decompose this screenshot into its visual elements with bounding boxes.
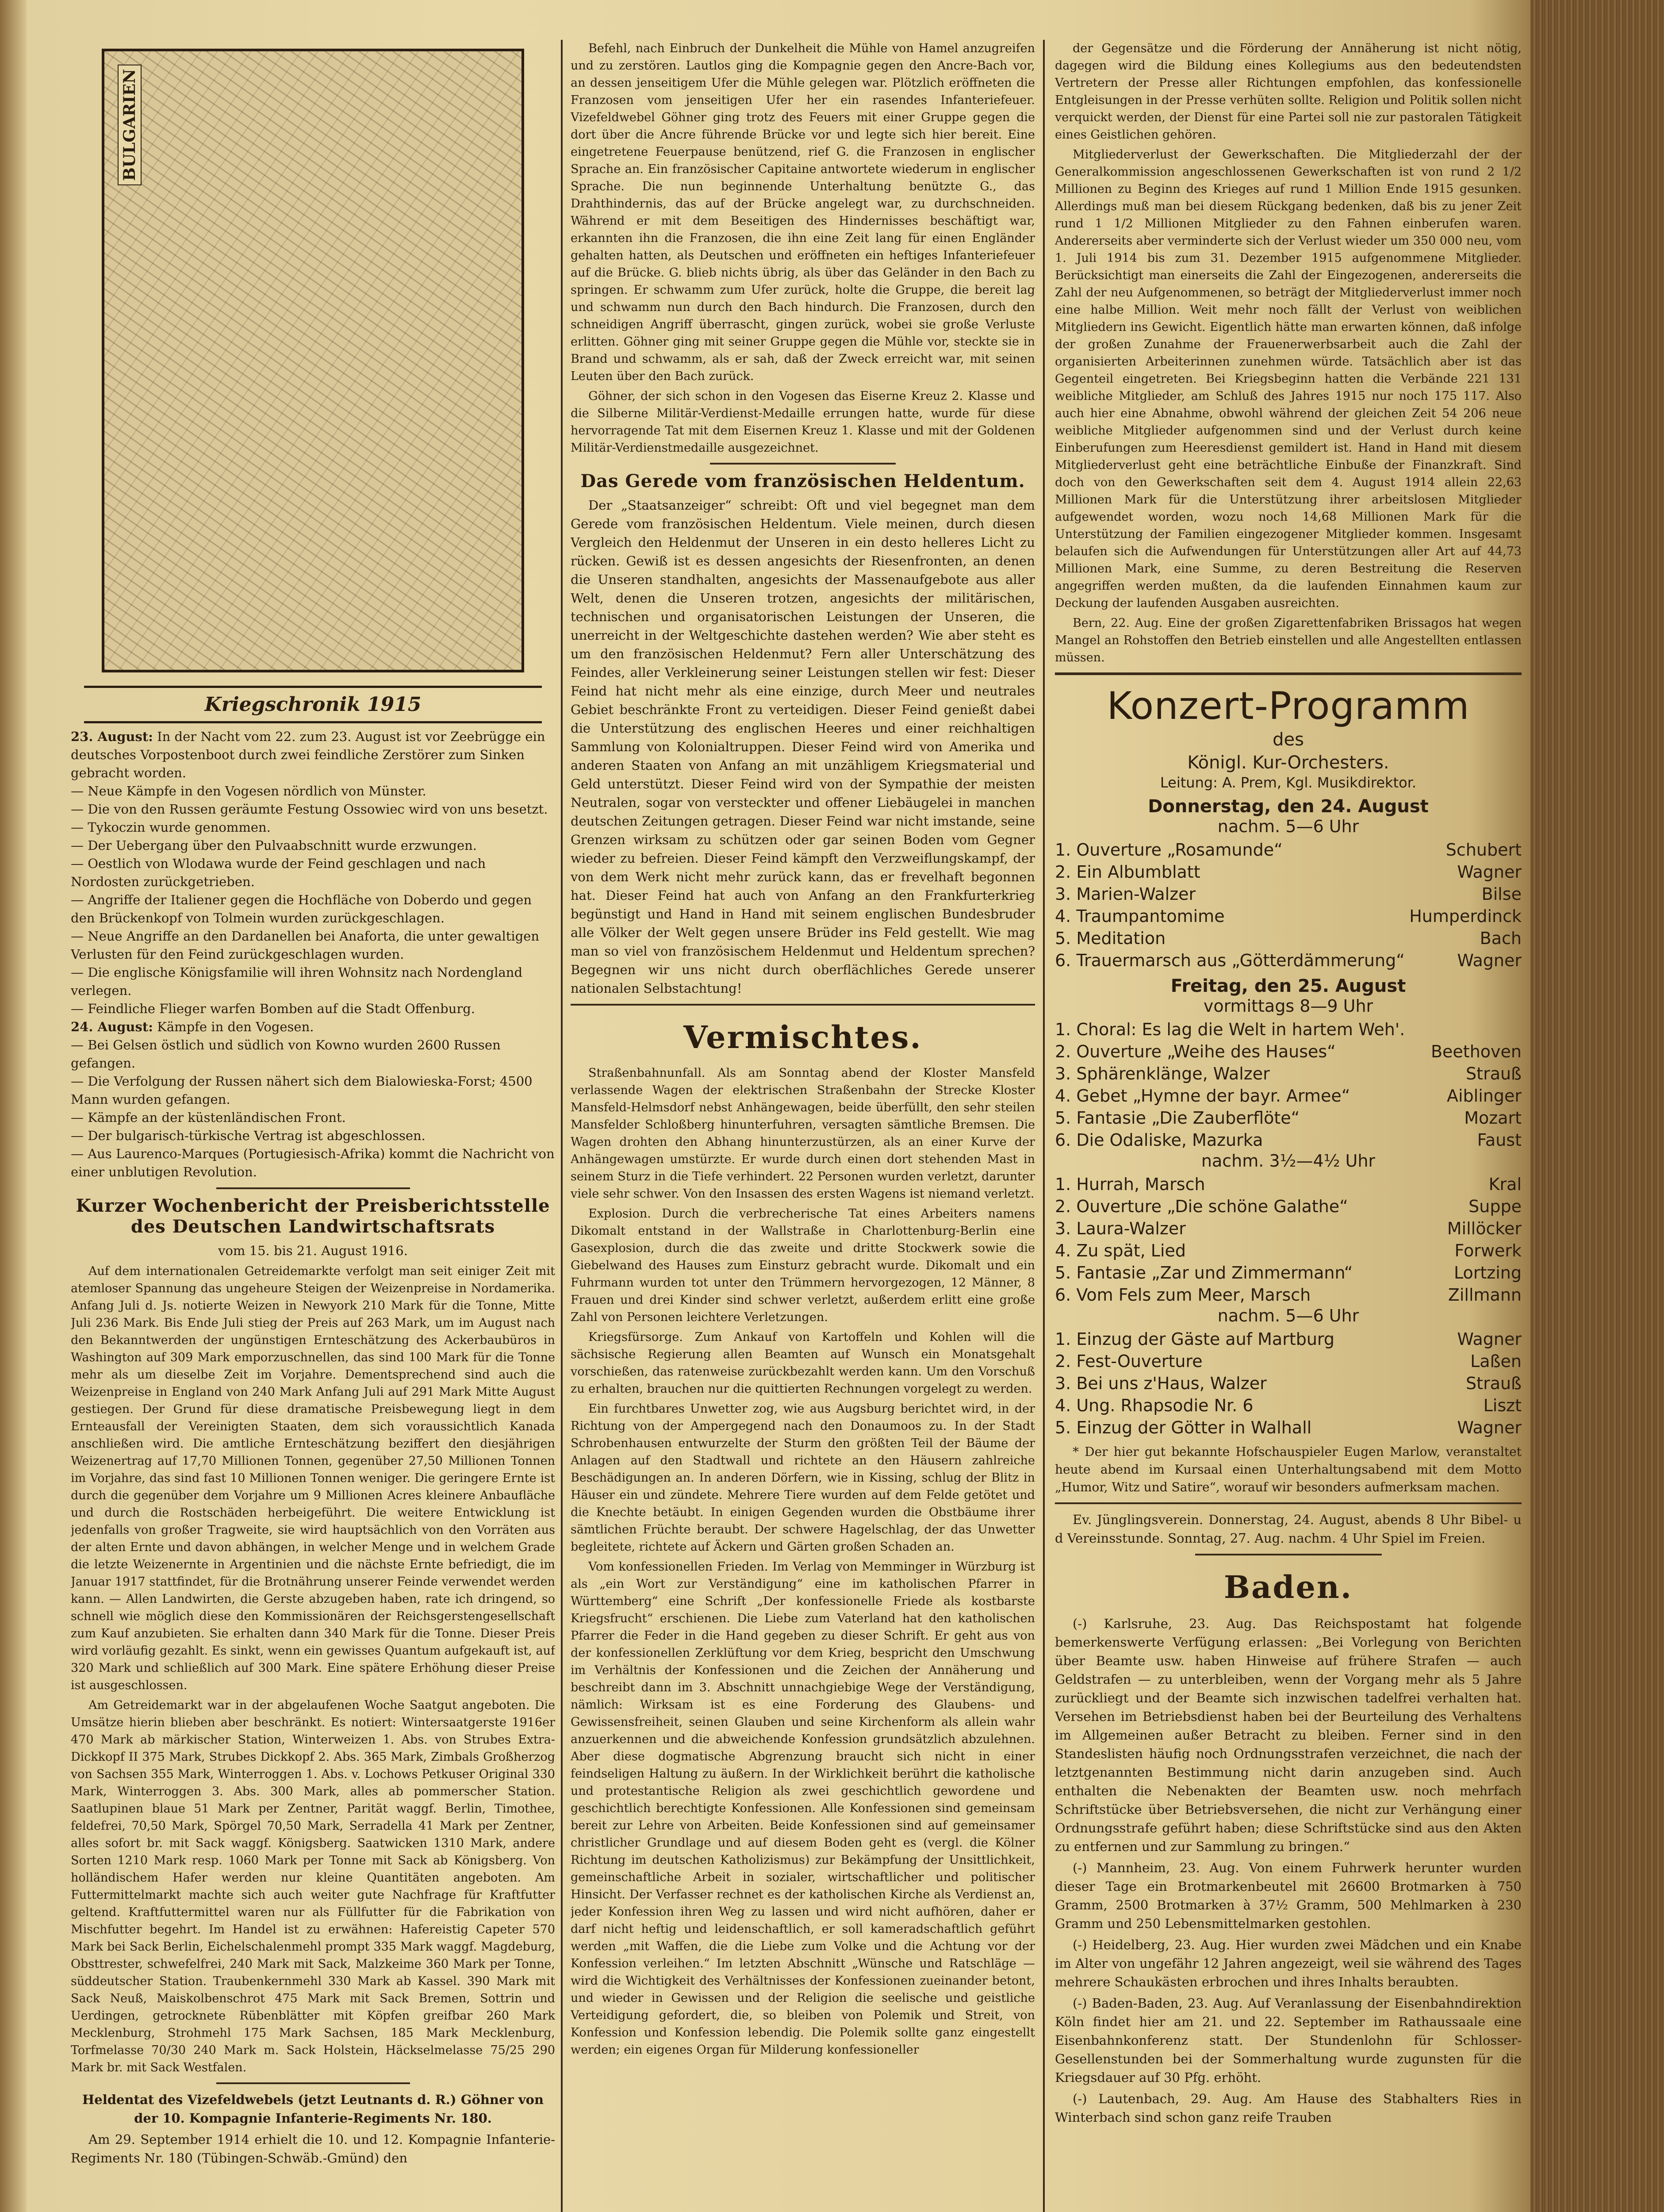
konzert-time: vormittags 8—9 Uhr	[1203, 996, 1373, 1016]
program-item	[1055, 839, 1522, 861]
column-3-articles	[1055, 40, 1522, 666]
divider	[1055, 672, 1522, 675]
chronik-entry	[71, 1127, 555, 1145]
program-item	[1055, 1350, 1522, 1372]
chronik-text: — Die von den Russen geräumte Festung Ossowiec wird von uns besetzt.	[71, 802, 548, 817]
chronik-entry	[71, 855, 555, 891]
program-title: 5. Meditation	[1055, 929, 1166, 948]
chronik-text: — Die englische Königsfamilie will ihren Wohnsitz nach Nordengland verlegen.	[71, 965, 523, 998]
program-item	[1055, 1129, 1522, 1151]
konzert-programm	[1055, 684, 1522, 1496]
program-composer: Lortzing	[1454, 1263, 1522, 1283]
chronik-entry	[71, 782, 555, 800]
paragraph: Ein furchtbares Unwetter zog, wie aus Augsburg berichtet wird, in der Richtung von der Ampergegend nach den Donaumoos zu. In der Stadt Schrobenhausen entwurzelte der Sturm den größten Teil der Bäume der Anlagen auf den Stadtwall und richtete an den Häusern zahlreiche Beschädigungen an. In anderen Dörfern, wie in Kissing, schlug der Blitz in Häuser ein und zündete. Mehrere Tiere wurden auf dem Felde getötet und die Knechte betäubt. In einigen Gegenden wurden die Obstbäume ihrer sämtlichen Früchte beraubt. Der schwere Hagelschlag, der das Unwetter begleitete, richtete auf Äckern und Gärten großen Schaden an.	[571, 1402, 1035, 1554]
chronik-text: — Feindliche Flieger warfen Bomben auf die Stadt Offenburg.	[71, 1001, 475, 1016]
program-title: 4. Gebet „Hymne der bayr. Armee“	[1055, 1086, 1350, 1106]
program-composer: Bilse	[1481, 884, 1522, 904]
chronik-text: — Neue Angriffe an den Dardanellen bei Anaforta, die unter gewaltigen Verlusten für den Feind zurückgeschlagen wurden.	[71, 929, 540, 962]
program-item	[1055, 1394, 1522, 1417]
program-composer: Kral	[1488, 1175, 1522, 1194]
baden-title: Baden.	[1223, 1569, 1353, 1605]
paragraph: Auf dem internationalen Getreidemarkte verfolgt man seit einiger Zeit mit atemloser Spannung das ungeheure Steigen der Weizenpreise in Nordamerika. Anfang Juli d. Js. notierte Weizen in Newyork 210 Mark für die Tonne, Mitte Juli 236 Mark. Bis Ende Juli stieg der Preis auf 263 Mark, um im August nach den Bekanntwerden der ungünstigen Ernteschätzung des Ackerbaubüros in Washington auf 309 Mark emporzuschnellen, das sind 100 Mark für die Tonne mehr als um dieselbe Zeit im Vorjahre. Dementsprechend sind auch die Weizenpreise in England von 240 Mark Anfang Juli auf 291 Mark Mitte August gestiegen. Der Grund für diese dramatische Preisbewegung liegt in dem Ernteausfall der Vereinigten Staaten, dem sich voraussichtlich Kanada anschließen wird. Die amtliche Ernteschätzung beziffert den diesjährigen Weizenertrag auf 17,70 Millionen Tonnen, gegenüber 27,50 Millionen Tonnen im Vorjahre, das sind fast 10 Millionen Tonnen weniger. Die geringere Ernte ist durch die gegenüber dem Vorjahre um 9 Millionen Acres kleinere Anbaufläche und durch die Rostschäden herbeigeführt. Die weitere Entwicklung ist jedenfalls von großer Tragweite, sie wird hauptsächlich von den Vorräten aus der alten Ernte und davon abhängen, in welcher Menge und in welchem Grade die letzte Weizenernte in Argentinien und die nächste Ernte befriedigt, die im Januar 1917 stattfindet, für die Brotnährung unserer Feinde verwendet werden kann. — Allen Landwirten, die Gerste abzugeben haben, rate ich dringend, so schnell wie möglich diese den Kommissionären der Reichsgerstengesellschaft zum Kauf anzubieten. Sie erhalten dann 340 Mark für die Tonne. Dieser Preis wird vorläufig gezahlt. Es sinkt, wenn ein gewisses Quantum aufgekauft ist, auf 320 Mark und schließlich auf 300 Mark. Eine spätere Erhöhung dieser Preise ist ausgeschlossen.	[71, 1264, 555, 1692]
divider	[1055, 1502, 1522, 1504]
bericht-title: Kurzer Wochenbericht der Preisberichtsstelle des Deutschen Landwirtschaftsrats	[76, 1195, 550, 1237]
program-item	[1055, 1328, 1522, 1350]
bericht-subtitle: vom 15. bis 21. August 1916.	[218, 1243, 408, 1258]
program-item	[1055, 1217, 1522, 1240]
paragraph: Befehl, nach Einbruch der Dunkelheit die Mühle von Hamel anzugreifen und zu zerstören. Lautlos ging die Kompagnie gegen den Ancre-Bach vor, an dessen jenseitigem Ufer die Mühle gelegen war. Plötzlich eröffneten die Franzosen vom jenseitigen Ufer her ein rasendes Infanteriefeuer. Vizefeldwebel Göhner ging trotz des Feuers mit einer Gruppe gegen die dort über die Ancre führende Brücke vor und legte sich hier bereit. Eine eingetretene Feuerpause benützend, rief G. die Franzosen in englischer Sprache an. Ein französischer Capitaine antwortete wiederum in englischer Sprache. Die nun beginnende Unterhaltung benützte G., das Drahthindernis, das auf der Brücke angelegt war, zu durchschneiden. Während er mit dem Beseitigen des Hindernisses beschäftigt war, erkannten ihn die Franzosen, die ihn eine Zeit lang für einen Engländer gehalten hatten, als Deutschen und eröffneten ein heftiges Infanteriefeuer auf die Brücke. G. blieb nichts übrig, als über das Geländer in den Bach zu springen. Er schwamm zum Ufer zurück, holte die Gruppe, die bereit lag und schwamm nun durch den Bach hindurch. Die Franzosen, durch den schneidigen Angriff überrascht, gingen zurück, wobei sie große Verluste erlitten. Göhner ging mit seiner Gruppe gegen die Mühle vor, steckte sie in Brand und schwamm, als er sah, daß der Zweck erreicht war, mit seinen Leuten über den Bach zurück.	[571, 42, 1035, 383]
paragraph: (-) Baden-Baden, 23. Aug. Auf Veranlassung der Eisenbahndirektion Köln findet hier am 21. und 22. September im Rathaussaale eine Eisenbahnkonferenz statt. Der Stundenlohn für Schlosser-Gesellenstunden bei der Sommerhaltung wurde zugunsten für die Kriegsdauer auf 30 Pfg. erhöht.	[1055, 1996, 1522, 2085]
program-title: 6. Die Odaliske, Mazurka	[1055, 1130, 1263, 1150]
program-title: 6. Vom Fels zum Meer, Marsch	[1055, 1285, 1311, 1305]
paragraph: Am Getreidemarkt war in der abgelaufenen Woche Saatgut angeboten. Die Umsätze hierin blieben aber beschränkt. Es notiert: Wintersaatgerste 1916er 470 Mark ab märkischer Station, Winterweizen 1. Abs. von Strubes Extra-Dickkopf II 375 Mark, Strubes Dickkopf 2. Abs. 365 Mark, Zimbals Großherzog von Sachsen 355 Mark, Winterroggen 1. Abs. v. Lochows Petkuser Original 330 Mark, Winterroggen 3. Abs. 300 Mark, alles ab pommerscher Station. Saatlupinen blaue 51 Mark per Zentner, Parität waggf. Berlin, Timothee, feldefrei, 70,50 Mark, Spörgel 70,50 Mark, Serradella 41 Mark per Zentner, alles sofort br. mit Sack waggf. Königsberg. Saatwicken 1310 Mark, andere Sorten 1210 Mark resp. 1060 Mark per Tonne mit Sack ab Königsberg. Von holländischem Hafer werden nur kleine Quantitäten angeboten. Am Futtermittelmarkt machte sich auch weiter gute Nachfrage für Kraftfutter geltend. Kraftfuttermittel waren nur als Füllfutter für die Fabrikation von Mischfutter begehrt. Im Handel ist zu erwähnen: Hafereistig Capeter 570 Mark bei Sack Berlin, Eichelschalenmehl prompt 335 Mark waggf. Magdeburg, Obsttrester, schwefelfrei, 240 Mark mit Sack, Malzkeime 360 Mark per Tonne, süddeutscher Station. Traubenkernmehl 330 Mark ab Kassel. 390 Mark mit Sack Neuß, Maiskolbenschrot 475 Mark mit Sack Bremen, Sottrin und Uerdingen, getrocknete Rübenblätter mit Köpfen greifbar 260 Mark Mecklenburg, Strohmehl 175 Mark Sachsen, 185 Mark Mecklenburg, Torfmelasse 70/30 240 Mark m. Sack Holstein, Häckselmelasse 75/25 290 Mark br. mit Sack Westfalen.	[71, 1698, 555, 2074]
program-composer: Wagner	[1457, 951, 1522, 970]
baden-body	[1055, 1614, 1522, 2127]
program-composer: Zillmann	[1448, 1285, 1522, 1305]
chronik-text: — Kämpfe an der küstenländischen Front.	[71, 1110, 346, 1125]
verein-notice: Ev. Jünglingsverein. Donnerstag, 24. August, abends 8 Uhr Bibel- u d Vereinsstunde. Sonntag, 27. Aug. nachm. 4 Uhr Spiel im Freien.	[1055, 1512, 1522, 1546]
program-item	[1055, 1284, 1522, 1306]
chronik-entry	[71, 1036, 555, 1072]
chronik-title: Kriegschronik 1915	[204, 693, 422, 716]
program-title: 2. Fest-Ouverture	[1055, 1352, 1203, 1371]
paragraph: (-) Lautenbach, 29. Aug. Am Hause des Stabhalters Ries in Winterbach sind schon ganz reife Trauben	[1055, 2091, 1522, 2125]
konzert-time: nachm. 5—6 Uhr	[1217, 817, 1359, 836]
program-title: 5. Fantasie „Zar und Zimmermann“	[1055, 1263, 1353, 1283]
program-composer: Suppe	[1468, 1197, 1522, 1216]
chronik-entry	[71, 1018, 555, 1036]
konzert-orchester: Königl. Kur-Orchesters.	[1187, 753, 1389, 773]
heldentat-text: Am 29. September 1914 erhielt die 10. und 12. Kompagnie Infanterie-Regiments Nr. 180 (Tübingen-Schwäb.-Gmünd) den	[71, 2132, 555, 2166]
map-label: BULGARIEN	[118, 65, 142, 185]
program-item	[1055, 1195, 1522, 1217]
chronik-entry	[71, 927, 555, 964]
konzert-program-list	[1055, 1018, 1522, 1151]
column-1	[71, 40, 555, 2212]
konzert-program-list	[1055, 839, 1522, 972]
program-item	[1055, 927, 1522, 949]
chronik-text: — Der bulgarisch-türkische Vertrag ist abgeschlossen.	[71, 1128, 426, 1143]
program-item	[1055, 1372, 1522, 1394]
chronik-entry	[71, 1109, 555, 1127]
chronik-text: Kämpfe in den Vogesen.	[157, 1019, 314, 1034]
konzert-program-list	[1055, 1328, 1522, 1439]
chronik-entry	[71, 891, 555, 927]
paragraph: Göhner, der sich schon in den Vogesen das Eiserne Kreuz 2. Klasse und die Silberne Militär-Verdienst-Medaille errungen hatte, wurde für diese hervorragende Tat mit dem Eisernen Kreuz 1. Klasse und mit der Goldenen Militär-Verdienstmedaille ausgezeichnet.	[571, 389, 1035, 455]
divider	[216, 2082, 410, 2084]
program-item	[1055, 883, 1522, 905]
chronik-entry	[71, 1000, 555, 1018]
chronik-text: — Aus Laurenco-Marques (Portugiesisch-Afrika) kommt die Nachricht von einer unblutigen Revolution.	[71, 1146, 555, 1179]
paragraph: Explosion. Durch die verbrecherische Tat eines Arbeiters namens Dikomalt entstand in der Wallstraße in Charlottenburg-Berlin eine Gasexplosion, durch die das zweite und dritte Stockwerk sowie die Giebelwand des Hauses zum Einsturz gebracht wurde. Dikomalt und ein Fuhrmann wurden tot unter den Trümmern hervorgezogen, 12 Männer, 8 Frauen und drei Kinder sind schwer verletzt, außerdem erlitt eine große Zahl von Personen leichtere Verletzungen.	[571, 1207, 1035, 1324]
program-composer: Faust	[1477, 1130, 1522, 1150]
divider	[571, 1004, 1035, 1006]
konzert-time: nachm. 5—6 Uhr	[1217, 1306, 1359, 1325]
program-composer: Bach	[1480, 929, 1522, 948]
konzert-program-list	[1055, 1173, 1522, 1306]
program-title: 3. Bei uns z'Haus, Walzer	[1055, 1374, 1267, 1393]
program-composer: Liszt	[1483, 1396, 1522, 1415]
program-item	[1055, 1107, 1522, 1129]
program-item	[1055, 1041, 1522, 1063]
bericht-body	[71, 1263, 555, 2076]
goehner-article-body	[571, 40, 1035, 457]
chronik-text: — Die Verfolgung der Russen nähert sich dem Bialowieska-Forst; 4500 Mann wurden gefangen.	[71, 1074, 533, 1107]
program-title: 1. Ouverture „Rosamunde“	[1055, 840, 1283, 860]
program-title: 4. Traumpantomime	[1055, 906, 1225, 926]
program-title: 2. Ein Albumblatt	[1055, 862, 1200, 882]
program-title: 2. Ouverture „Die schöne Galathe“	[1055, 1197, 1348, 1216]
program-item	[1055, 1063, 1522, 1085]
paragraph: Mitgliederverlust der Gewerkschaften. Die Mitgliederzahl der der Generalkommission angeschlossenen Gewerkschaften ist von rund 2 1/2 Millionen zu Beginn des Krieges auf rund 1 Million Ende 1915 gesunken. Allerdings muß man bei diesem Rückgang bedenken, daß bis zu jener Zeit rund 1 1/2 Millionen Mitglieder zu den Fahnen einberufen waren. Andererseits aber verminderte sich der Verlust wieder um 350 000 neu, vom 1. Juli 1914 bis zum 31. Dezember 1915 aufgenommene Mitglieder. Berücksichtigt man einerseits die Zahl der Eingezogenen, andererseits die Zahl der neu Aufgenommenen, so beträgt der Mitgliederverlust immer noch eine halbe Million. Weit mehr noch fällt der Verlust von weiblichen Mitgliedern ins Gewicht. Eigentlich hätte man erwarten können, daß infolge der großen Zunahme der Frauenerwerbsarbeit auch die Zahl der organisierten Arbeiterinnen zunehmen würde. Tatsächlich aber ist das Gegenteil eingetreten. Bei Kriegsbeginn hatten die Verbände 221 131 weibliche Mitglieder, am Schluß des Jahres 1915 nur noch 175 117. Also auch hier eine Abnahme, obwohl während der gleichen Zeit 54 206 neue weibliche Mitglieder aufgenommen sind und der Verlust durch keine Einberufungen zum Heeresdienst gemildert ist. Hand in Hand mit diesem Mitgliederverlust geht eine beträchtliche Einbuße der Finanzkraft. Sind doch von den Gewerkschaften seit dem 4. August 1914 allein 22,63 Millionen Mark für die Unterstützung ihrer arbeitslosen Mitglieder aufgewendet worden, wozu noch 14,68 Millionen Mark für die Unterstützung der Familien eingezogener Mitglieder kommen. Insgesamt belaufen sich die Aufwendungen für Unterstützungen aller Art auf 44,73 Millionen Mark, eine Summe, zu deren Bestreitung die Reserven angegriffen werden mußten, da die laufenden Einnahmen kaum zur Deckung der laufenden Ausgaben ausreichten.	[1055, 148, 1522, 610]
program-composer: Wagner	[1457, 862, 1522, 882]
program-item	[1055, 861, 1522, 883]
program-item	[1055, 1173, 1522, 1195]
program-item	[1055, 1085, 1522, 1107]
chronik-text: — Neue Kämpfe in den Vogesen nördlich von Münster.	[71, 783, 426, 799]
paragraph: der Gegensätze und die Förderung der Annäherung ist nicht nötig, dagegen wird die Bildung eines Kollegiums aus den bedeutendsten Vertretern der Presse aller Richtungen empfohlen, das konfessionelle Entgleisungen in der Presse verhüten sollte. Religion und Politik sollen nicht verquickt werden, der Dienst für eine Partei soll nie zur pastoralen Tätigkeit eines Geistlichen gehören.	[1055, 42, 1522, 142]
program-item	[1055, 949, 1522, 972]
gerede-title: Das Gerede vom französischen Heldentum.	[580, 471, 1025, 492]
paragraph: (-) Karlsruhe, 23. Aug. Das Reichspostamt hat folgende bemerkenswerte Verfügung erlassen: „Bei Vorlegung von Berichten über Beamte usw. haben Hinweise auf frühere Strafen — auch Geldstrafen — zu unterbleiben, wenn der Vorgang mehr als 5 Jahre zurückliegt und der Beamte sich inzwischen tadelfrei verhalten hat. Versehen im Betriebsdienst haben bei der Beurteilung des Verhaltens im Allgemeinen außer Betracht zu bleiben. Ferner sind in den Standeslisten häufig noch Ordnungsstrafen verzeichnet, die nach der letztgenannten Bestimmung nicht darin anzugeben sind. Auch enthalten die Nebenakten der Beamten usw. noch mehrfach Schriftstücke über Betriebsversehen, die nicht zur Verhängung einer Ordnungsstrafe geführt haben; diese Schriftstücke sind aus den Akten zu entfernen und zur Sammlung zu bringen.“	[1055, 1616, 1522, 1854]
program-composer: Wagner	[1457, 1418, 1522, 1437]
chronik-entry	[71, 728, 555, 782]
chronik-list	[71, 728, 555, 1181]
chronik-entry	[71, 818, 555, 837]
war-map-image	[102, 49, 524, 672]
chronik-entry	[71, 837, 555, 855]
paragraph: Straßenbahnunfall. Als am Sonntag abend der Kloster Mansfeld verlassende Wagen der elektrischen Straßenbahn der Strecke Kloster Mansfeld-Helmsdorf nebst Anhängewagen, beide überfüllt, den sehr steilen Mansfelder Schloßberg hinunterfuhren, versagten sämtliche Bremsen. Die Wagen drohten den Abhang hinunterzustürzen, als an einer Kurve der Anhängewagen umstürzte. Er wurde durch einen dort stehenden Mast in seinem Sturz in die Tiefe verhindert. 22 Personen wurden verletzt, darunter viele sehr schwer. Von den Insassen des ersten Wagens ist niemand verletzt.	[571, 1066, 1035, 1201]
paragraph: Kriegsfürsorge. Zum Ankauf von Kartoffeln und Kohlen will die sächsische Regierung allen Beamten auf Wunsch ein Monatsgehalt vorschießen, das ratenweise zurückbezahlt werden kann. Um den Vorschuß zu erhalten, brauchen nur die quittierten Rechnungen vorgelegt zu werden.	[571, 1330, 1035, 1396]
konzert-time: nachm. 3½—4½ Uhr	[1201, 1151, 1376, 1171]
konzert-day-2: Freitag, den 25. August	[1170, 976, 1406, 996]
program-title: 6. Trauermarsch aus „Götterdämmerung“	[1055, 951, 1405, 970]
program-composer: Strauß	[1466, 1374, 1522, 1393]
divider	[710, 463, 896, 465]
column-3	[1055, 40, 1522, 2212]
chronik-date: 23. August:	[71, 729, 153, 744]
program-composer: Schubert	[1445, 840, 1522, 860]
program-title: 3. Marien-Walzer	[1055, 884, 1196, 904]
chronik-text: — Tykoczin wurde genommen.	[71, 820, 271, 835]
konzert-day-1: Donnerstag, den 24. August	[1148, 796, 1429, 817]
column-rule-1	[561, 40, 563, 2212]
program-title: 1. Einzug der Gäste auf Martburg	[1055, 1329, 1335, 1349]
paragraph: (-) Heidelberg, 23. Aug. Hier wurden zwei Mädchen und ein Knabe im Alter von ungefähr 12 Jahren angezeigt, weil sie während des Tages mehrere Schaukästen erbrochen und ihres Inhalts beraubten.	[1055, 1937, 1522, 1989]
vermischtes-title: Vermischtes.	[683, 1019, 922, 1056]
program-composer: Humperdinck	[1409, 906, 1522, 926]
program-item	[1055, 905, 1522, 927]
program-title: 4. Ung. Rhapsodie Nr. 6	[1055, 1396, 1254, 1415]
program-composer: Millöcker	[1447, 1219, 1522, 1238]
program-title: 4. Zu spät, Lied	[1055, 1241, 1186, 1260]
program-title: 5. Einzug der Götter in Walhall	[1055, 1418, 1312, 1437]
program-composer: Wagner	[1457, 1329, 1522, 1349]
book-page-edges	[1530, 0, 1664, 2212]
program-title: 1. Hurrah, Marsch	[1055, 1175, 1205, 1194]
konzert-leitung: Leitung: A. Prem, Kgl. Musikdirektor.	[1160, 774, 1417, 791]
chronik-entry	[71, 1145, 555, 1181]
divider	[216, 1187, 410, 1189]
program-title: 1. Choral: Es lag die Welt in hartem Weh'.	[1055, 1020, 1405, 1039]
konzert-des: des	[1273, 730, 1304, 750]
chronik-text: — Bei Gelsen östlich und südlich von Kowno wurden 2600 Russen gefangen.	[71, 1037, 501, 1071]
paragraph: (-) Mannheim, 23. Aug. Von einem Fuhrwerk herunter wurden dieser Tage ein Brotmarkenbeutel mit 26600 Brotmarken à 750 Gramm, 2500 Brotmarken à 37½ Gramm, 500 Mehlmarken à 230 Gramm und 250 Lebensmittelmarken gestohlen.	[1055, 1860, 1522, 1931]
program-composer: Forwerk	[1454, 1241, 1522, 1260]
program-composer: Strauß	[1466, 1064, 1522, 1083]
chronik-text: — Oestlich von Wlodawa wurde der Feind geschlagen und nach Nordosten zurückgetrieben.	[71, 856, 486, 889]
divider	[1195, 1554, 1382, 1555]
program-composer: Mozart	[1464, 1108, 1522, 1128]
program-title: 3. Laura-Walzer	[1055, 1219, 1186, 1238]
chronik-title-frame	[84, 686, 542, 723]
chronik-text: — Der Uebergang über den Pulvaabschnitt wurde erzwungen.	[71, 838, 477, 853]
program-composer: Beethoven	[1430, 1042, 1522, 1061]
vermischtes-body	[571, 1064, 1035, 2058]
paragraph: Bern, 22. Aug. Eine der großen Zigarettenfabriken Brissagos hat wegen Mangel an Rohstoffen den Betrieb einstellen und alle Angestellten entlassen müssen.	[1055, 616, 1522, 664]
heldentat-title: Heldentat des Vizefeldwebels (jetzt Leutnants d. R.) Göhner von der 10. Kompagnie Infanterie-Regiments Nr. 180.	[82, 2092, 544, 2126]
chronik-date: 24. August:	[71, 1019, 153, 1034]
program-item	[1055, 1018, 1522, 1041]
program-item	[1055, 1240, 1522, 1262]
chronik-text: — Angriffe der Italiener gegen die Hochfläche von Doberdo und gegen den Brückenkopf von Tolmein wurden zurückgeschlagen.	[71, 892, 532, 926]
konzert-title: Konzert-Programm	[1107, 684, 1470, 728]
program-composer: Laßen	[1470, 1352, 1522, 1371]
chronik-text: In der Nacht vom 22. zum 23. August ist vor Zeebrügge ein deutsches Vorpostenboot durch zwei feindliche Zerstörer zum Sinken gebracht worden.	[71, 729, 545, 780]
program-title: 2. Ouverture „Weihe des Hauses“	[1055, 1042, 1336, 1061]
column-rule-2	[1043, 40, 1045, 2212]
paragraph: Vom konfessionellen Frieden. Im Verlag von Memminger in Würzburg ist als „ein Wort zur Verständigung“ eine im katholischen Pfarrer in Württemberg“ eine Schrift „Der konfessionelle Friede als kostbarste Kriegsfrucht“ erschienen. Die Liebe zum Vaterland hat den katholischen Pfarrer die Feder in die Hand gegeben zu dieser Schrift. Er geht aus von der konfessionellen Zerklüftung vor dem Krieg, bespricht den Umschwung im Verhältnis der Konfessionen und die Zeichen der Annäherung und beschreibt dann im 3. Abschnitt unnachgiebige Wege der Verständigung, nämlich: Wirksam ist es eine Forderung des Glaubens- und Gewissensfreiheit, seinen Glauben und seine Kirchenform als allein wahr anzuerkennen und die abweichende Konfession grundsätzlich abzulehnen. Aber diese dogmatische Abgrenzung braucht sich nicht in einer feindseligen Haltung zu äußern. In der Wirklichkeit berührt die katholische und protestantische Religion als zwei geschichtlich gewordene und geschichtlich berechtigte Konfessionen. Alle Konfessionen sind gemeinsam bereit zur Lehre von Arbeiten. Beide Konfessionen sind auf gemeinsamer christlicher Grundlage und auf diesem Boden geht es (vergl. die Kölner Richtung im deutschen Katholizismus) zur Bekämpfung der Unsittlichkeit, gemeinschaftliche Arbeit in sozialer, wirtschaftlicher und politischer Hinsicht. Der Verfasser rechnet es der katholischen Kirche als Verdienst an, jeder Konfession ihren Weg zu lassen und wird nicht aufhören, daher er darf nicht heftig und leidenschaftlich, er soll kameradschaftlich geführt werden „mit Waffen, die die Liebe zum Volke und die Achtung vor der Konfession verleihen.“ Im letzten Abschnitt „Wünsche und Ratschläge — wird die Wichtigkeit des Verhältnisses der Konfessionen zueinander betont, und wieder in Gewissen und der Religion die seelische und geistliche Verteidigung gefordert, die, so bleiben von Polemik und Streit, von Konfession und Konfession lebendig. Die Polemik sollte ganz eingestellt werden; ein eigenes Organ für Milderung konfessioneller	[571, 1560, 1035, 2057]
program-title: 5. Fantasie „Die Zauberflöte“	[1055, 1108, 1300, 1128]
program-composer: Aiblinger	[1447, 1086, 1522, 1106]
gerede-text: Der „Staatsanzeiger“ schreibt: Oft und viel begegnet man dem Gerede vom französischen Heldentum. Viele meinen, durch diesen Vergleich den Heldenmut der Unseren in ein desto helleres Licht zu rücken. Gewiß ist es dessen angesichts der Riesenfronten, an denen die Unseren standhalten, angesichts der Massenaufgebote aus aller Welt, denen die Unseren trotzen, angesichts der militärischen, technischen und organisatorischen Leistungen der Unseren, die unerreicht in der Weltgeschichte dastehen werden? Wie aber steht es um den französischen Heldenmut? Fern aller Unterschätzung des Feindes, aller Verkleinerung seiner Leistungen stellen wir fest: Dieser Feind hat nicht mehr als eine einzige, durch Meer und neutrales Gebiet beschränkte Front zu verteidigen. Dieser Feind genießt dabei die Unterstützung des englischen Heeres und einer reichhaltigen Sammlung von Kolonialtruppen. Dieser Feind wird von Amerika und anderen Staaten von Anfang an mit unzähligem Kriegsmaterial und Geld unterstützt. Dieser Feind wird von der Sympathie der meisten Neutralen, sogar von versteckter und offener Liebäugelei in manchen deutschen Zeitungen getragen. Dieser Feind war nicht imstande, seine Grenzen wirksam zu schützen oder gar seinen Boden vom Gegner wieder zu befreien. Dieser Feind kämpft den Verzweiflungskampf, der von dem Werk nicht mehr zurück kann, das er frevelhaft begonnen hat. Dieser Feind hat auch von Anfang an den Frankfurterkrieg begünstigt und Hand in Hand mit seinem englischen Bundesbruder alle Völker der Welt gegen unsere Brüder ins Feld gestellt. Wie mag man so viel von französischem Heldenmut und Heldentum sprechen? Begegnen wir uns nicht durch oberflächliches Gerede unserer nationalen Selbstachtung!	[571, 498, 1035, 996]
binding-spine	[0, 0, 27, 2212]
chronik-entry	[71, 964, 555, 1000]
chronik-entry	[71, 1072, 555, 1109]
chronik-entry	[71, 800, 555, 818]
program-item	[1055, 1417, 1522, 1439]
konzert-note: * Der hier gut bekannte Hofschauspieler Eugen Marlow, veranstaltet heute abend im Kursaal einen Unterhaltungsabend mit dem Motto „Humor, Witz und Satire“, worauf wir besonders aufmerksam machen.	[1055, 1444, 1522, 1494]
program-item	[1055, 1262, 1522, 1284]
column-2	[571, 40, 1035, 2212]
program-title: 3. Sphärenklänge, Walzer	[1055, 1064, 1270, 1083]
